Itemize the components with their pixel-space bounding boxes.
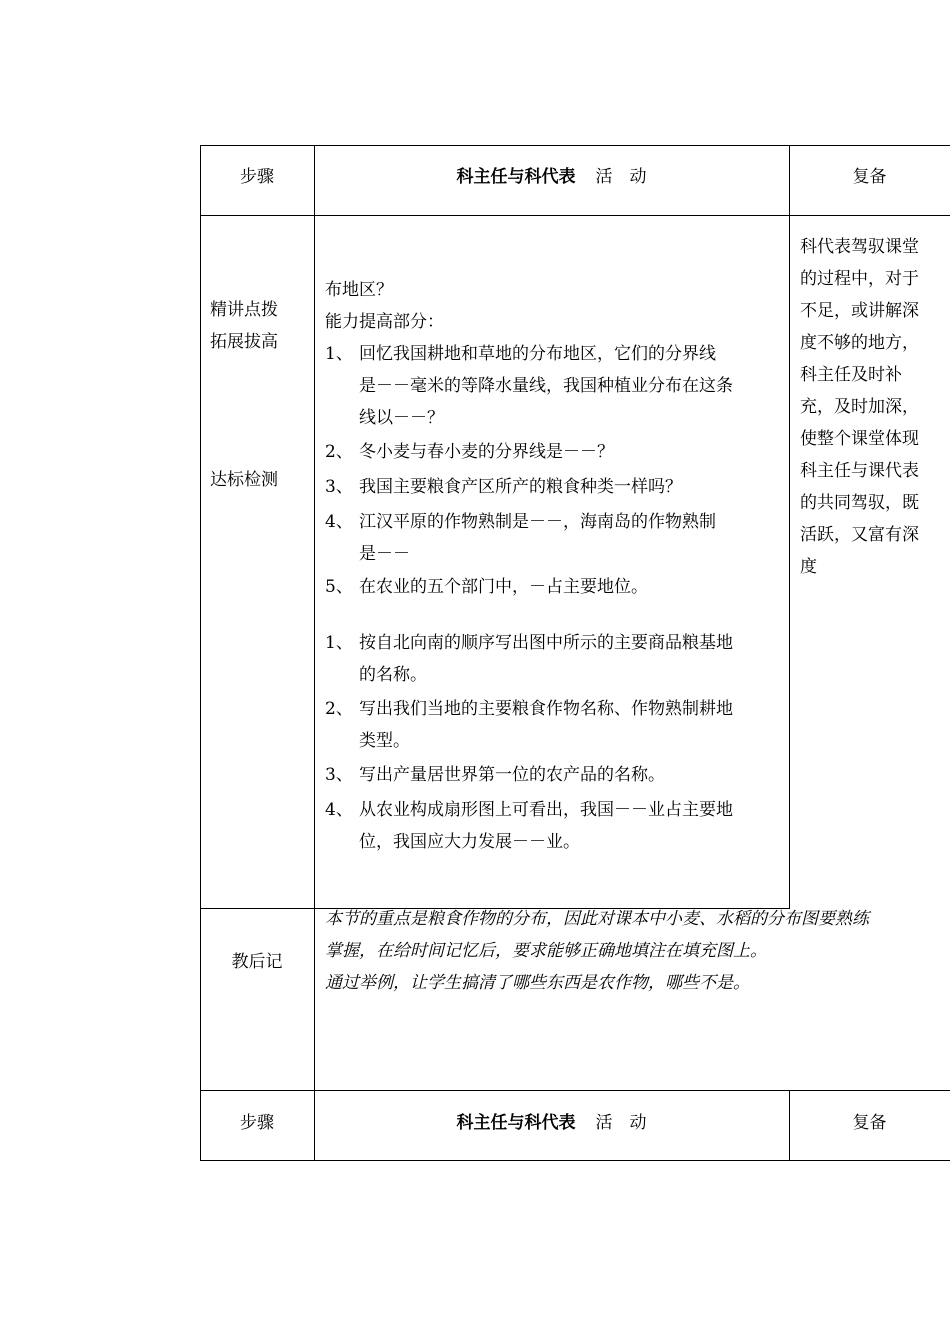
header-title-bold: 科主任与科代表 (456, 167, 576, 187)
table-row-divider (200, 1090, 950, 1091)
review-note-line: 使整个课堂体现 (800, 429, 919, 449)
list-text: 江汉平原的作物熟制是－－，海南岛的作物熟制 (359, 512, 716, 532)
main-content (325, 274, 785, 858)
list-number: 4、 (325, 800, 353, 820)
header-title-rest: 活 动 (595, 167, 647, 187)
list-number: 1、 (325, 633, 353, 653)
list-item (325, 506, 785, 570)
review-note-line: 度 (800, 557, 817, 577)
list-text: 我国主要粮食产区所产的粮食种类一样吗？ (359, 477, 682, 497)
review-note-line: 充，及时加深， (800, 397, 919, 417)
list-number: 3、 (325, 477, 353, 497)
list-number: 1、 (325, 344, 353, 364)
header-bottom-title (314, 1107, 789, 1139)
list-item (325, 471, 785, 503)
table-border-top (200, 145, 950, 146)
label-standard-test: 达标检测 (210, 470, 278, 490)
afterword-text (325, 903, 945, 999)
list-number: 5、 (325, 577, 353, 597)
review-note-line: 不足，或讲解深 (800, 301, 919, 321)
table-row-divider (200, 215, 950, 216)
list-text: 按自北向南的顺序写出图中所示的主要商品粮基地 (359, 633, 733, 653)
table-column-divider (789, 145, 790, 909)
review-note-line: 的共同驾驭，既 (800, 493, 919, 513)
table-border-bottom (200, 1160, 950, 1161)
list-item (325, 693, 785, 757)
review-note-line: 度不够的地方， (800, 333, 919, 353)
list-item (325, 338, 785, 434)
list-text: 冬小麦与春小麦的分界线是－－？ (359, 442, 614, 462)
review-note-line: 的过程中，对于 (800, 269, 919, 289)
list-number: 3、 (325, 765, 353, 785)
list-text: 的名称。 (359, 665, 427, 685)
header-title-rest: 活 动 (595, 1113, 647, 1133)
intro-line: 能力提高部分： (325, 312, 444, 332)
list-number: 4、 (325, 512, 353, 532)
afterword-line: 掌握，在给时间记忆后，要求能够正确地填注在填充图上。 (325, 941, 767, 961)
list-text: 位，我国应大力发展－－业。 (359, 832, 580, 852)
list-item (325, 759, 785, 791)
list-item (325, 571, 785, 603)
label-line: 拓展拔高 (210, 332, 278, 352)
review-note-line: 科代表驾驭课堂 (800, 237, 919, 257)
header-top-review: 复备 (852, 167, 887, 187)
header-bottom-review: 复备 (852, 1113, 887, 1133)
review-note (800, 231, 946, 583)
list-text: 写出产量居世界第一位的农产品的名称。 (359, 765, 665, 785)
list-item (325, 436, 785, 468)
review-note-line: 科主任及时补 (800, 365, 902, 385)
list-number: 2、 (325, 699, 353, 719)
list-text: 写出我们当地的主要粮食作物名称、作物熟制耕地 (359, 699, 733, 719)
list-text: 回忆我国耕地和草地的分布地区，它们的分界线 (359, 344, 716, 364)
list-item (325, 627, 785, 691)
afterword-line: 本节的重点是粮食作物的分布，因此对课本中小麦、水稻的分布图要熟练 (325, 909, 869, 929)
list-item (325, 794, 785, 858)
label-explain-extend (210, 294, 278, 358)
list-text: 从农业构成扇形图上可看出，我国－－业占主要地 (359, 800, 733, 820)
label-line: 精讲点拨 (210, 300, 278, 320)
header-title-bold: 科主任与科代表 (456, 1113, 576, 1133)
header-bottom-step: 步骤 (240, 1113, 274, 1133)
label-afterword: 教后记 (231, 952, 283, 972)
list-text: 是－－毫米的等降水量线，我国种植业分布在这条 (359, 376, 733, 396)
header-top-title (314, 161, 789, 193)
table-border-left (200, 145, 201, 1161)
header-top-step: 步骤 (240, 167, 274, 187)
list-text: 在农业的五个部门中，－占主要地位。 (359, 577, 648, 597)
list-text: 线以－－？ (359, 408, 444, 428)
intro-line: 布地区？ (325, 280, 393, 300)
review-note-line: 科主任与课代表 (800, 461, 919, 481)
list-number: 2、 (325, 442, 353, 462)
table-column-divider (314, 145, 315, 1161)
list-text: 是－－ (359, 544, 410, 564)
list-text: 类型。 (359, 731, 410, 751)
afterword-line: 通过举例，让学生搞清了哪些东西是农作物，哪些不是。 (325, 973, 750, 993)
review-note-line: 活跃，又富有深 (800, 525, 919, 545)
